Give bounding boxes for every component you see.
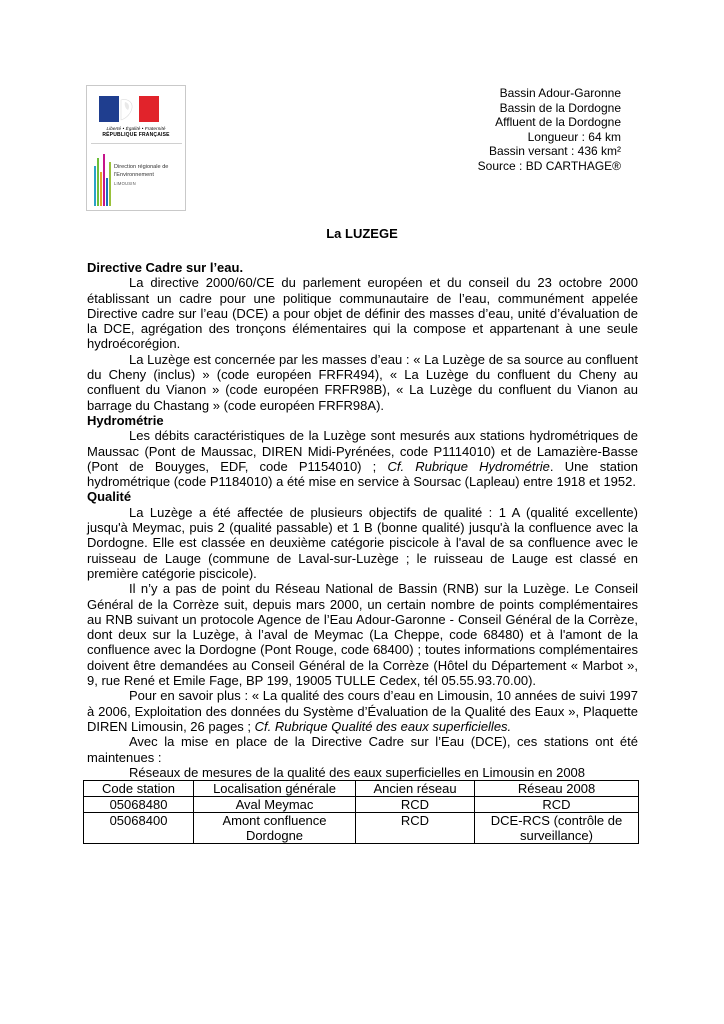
info-line: Source : BD CARTHAGE® xyxy=(477,158,621,173)
table-cell: RCD xyxy=(356,797,475,813)
table-header-row xyxy=(84,781,639,797)
republique-francaise: RÉPUBLIQUE FRANÇAISE xyxy=(102,132,170,138)
table-cell: Amont confluence Dordogne xyxy=(194,813,356,844)
info-line: Affluent de la Dordogne xyxy=(495,115,621,130)
table-cell: RCD xyxy=(475,797,639,813)
table-row xyxy=(84,813,639,844)
info-line: Bassin Adour-Garonne xyxy=(499,86,621,100)
hydrometry-heading: Hydrométrie xyxy=(87,412,164,428)
dce-paragraph-1: La directive 2000/60/CE du parlement européen et du conseil du 23 octobre 2000 établissant un cadre pour une politique communautaire de l’eau, communément appelée Directive cadre sur l’eau (DCE) a pour objet de définir des masses d’eau, unité d’évaluation de la DCE, agrégation des tronçons élémentaires qui la compose et appartenant à une seule hydroécorégion. xyxy=(87,275,638,352)
quality-text: Pour en savoir plus : « La qualité des cours d’eau en Limousin, 10 années de suivi 1997 à 2006, Exploitation des données du Système d’Évaluation de la Qualité des Eaux », Plaquette DIREN Limousin, 26 pages ; xyxy=(87,688,638,734)
marianne-flag-icon xyxy=(99,96,159,122)
table-header: Ancien réseau xyxy=(356,781,475,797)
info-line: Longueur : 64 km xyxy=(527,129,621,144)
table-cell: 05068480 xyxy=(84,797,194,813)
table-header: Réseau 2008 xyxy=(475,781,639,797)
quality-paragraph-1: La Luzège a été affectée de plusieurs objectifs de qualité : 1 A (qualité excellente) jusqu'à Meymac, puis 2 (qualité passable) et 1 B (bonne qualité) jusqu'à la confluence avec la Dordogne. Elle est classée en deuxième catégorie piscicole à l'aval de sa confluence avec le ruisseau de Lauge (commune de Laval-sur-Luzège ; le ruisseau de Lauge est classé en première catégorie piscicole). xyxy=(87,504,638,581)
hydrometry-text-a: Les débits caractéristiques de la Luzège sont mesurés aux stations hydrométriques de Maussac (Pont de Maussac, DIREN Midi-Pyrénées, code P1114010) et de Lamazière-Basse (Pont de Bouyges, EDF, code P1154010) ; xyxy=(87,428,638,474)
table-cell: 05068400 xyxy=(84,813,194,844)
hydrometry-text-b: . Une station hydrométrique (code P1184010) a été mise en service à Soursac (Lapleau) entre 1918 et 1952. xyxy=(87,458,638,490)
prefecture-logo xyxy=(86,85,186,211)
hydrometry-reference: Cf. Rubrique Hydrométrie xyxy=(387,458,550,474)
direction-name: Direction régionale de l'Environnement xyxy=(114,164,169,178)
quality-reference: Cf. Rubrique Qualité des eaux superficielles. xyxy=(254,718,512,734)
document-body xyxy=(87,260,638,844)
quality-paragraph-2: Il n’y a pas de point du Réseau National de Bassin (RNB) sur la Luzège. Le Conseil Général de la Corrèze suit, depuis mars 2000, un certain nombre de points complémentaires au RNB suivant un protocole Agence de l’Eau Adour-Garonne - Conseil Général de la Corrèze, dont deux sur la Luzège, à l’aval de Meymac (La Cheppe, code 68480) et à l'amont de la confluence avec la Dordogne (Pont Rouge, code 68400) ; toutes informations complémentaires doivent être demandées au Conseil Général de la Corrèze (Hôtel du Département « Marbot », 9, rue René et Emile Fage, BP 199, 19005 TULLE Cedex, tél 05.55.93.70.00). xyxy=(87,581,638,689)
info-line: Bassin de la Dordogne xyxy=(499,100,621,115)
table-header: Code station xyxy=(84,781,194,797)
quality-heading: Qualité xyxy=(87,489,132,505)
table-header: Localisation générale xyxy=(194,781,356,797)
motto: Liberté • Égalité • Fraternité xyxy=(106,126,166,131)
stations-table xyxy=(83,780,639,844)
dce-paragraph-2: La Luzège est concernée par les masses d’eau : « La Luzège de sa source au confluent du Cheny (inclus) » (code européen FRFR494), « La Luzège du confluent du Cheny au confluent du Vianon » (code européen FRFR98B), « La Luzège du confluent du Vianon au barrage du Chastang » (code européen FRFR98A). xyxy=(87,351,638,413)
dce-heading: Directive Cadre sur l’eau. xyxy=(87,260,244,275)
table-row xyxy=(84,797,639,813)
page-title: La LUZEGE xyxy=(326,226,398,241)
table-cell: Aval Meymac xyxy=(194,797,356,813)
hydrometry-paragraph xyxy=(87,428,638,489)
region-name: LIMOUSIN xyxy=(114,181,136,186)
quality-paragraph-4: Avec la mise en place de la Directive Cadre sur l’Eau (DCE), ces stations ont été maintenues : xyxy=(87,734,638,765)
table-cell: DCE-RCS (contrôle de surveillance) xyxy=(475,813,639,844)
logo-divider xyxy=(91,143,182,144)
info-line: Bassin versant : 436 km² xyxy=(488,144,621,159)
river-info xyxy=(478,86,621,174)
quality-paragraph-3 xyxy=(87,688,638,734)
table-cell: RCD xyxy=(356,813,475,844)
diren-bars-icon xyxy=(93,152,113,208)
table-caption: Réseaux de mesures de la qualité des eaux superficielles en Limousin en 2008 xyxy=(129,764,586,780)
